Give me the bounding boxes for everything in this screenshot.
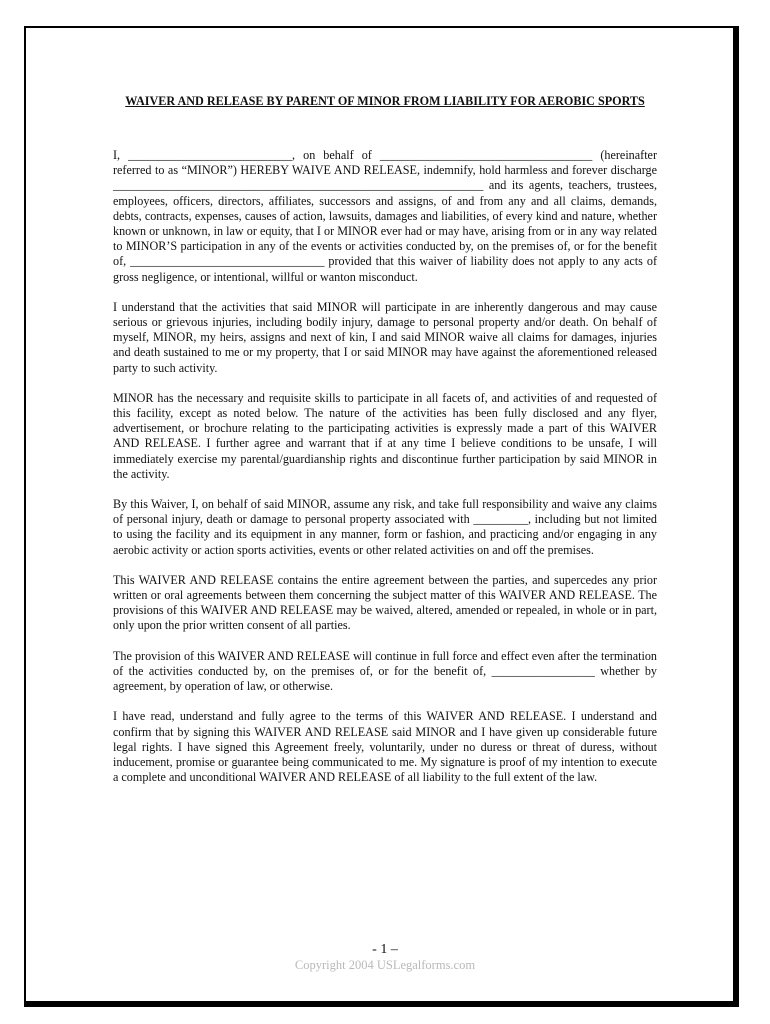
- paragraph-risk-acknowledgement: I understand that the activities that said MINOR will participate in are inherently dangerous and may cause serious or grievous injuries, including bodily injury, damage to personal property and/or death. On behalf of myself, MINOR, my heirs, assigns and next of kin, I and said MINOR waive all claims for damages, injuries and death sustained to me or my property, that I or said MINOR may have against the aforementioned released party to such activity.: [113, 299, 657, 375]
- document-body: [113, 94, 657, 785]
- paragraph-release: I, ___________________________, on behalf of ___________________________________ (hereinafter referred to as “MINOR”) HEREBY WAIVE AND RELEASE, indemnify, hold harmless and forever discharge _____________________________________________________________ and its agents, teachers, trustees, employees, officers, directors, affiliates, successors and assigns, of and from any and all claims, demands, debts, contracts, expenses, causes of action, lawsuits, damages and liabilities, of every kind and nature, whether known or unknown, in law or equity, that I or MINOR ever had or may have, arising from or in any way related to MINOR’S participation in any of the events or activities conducted by, on the premises of, or for the benefit of, ________________________________ provided that this waiver of liability does not apply to any acts of gross negligence, or intentional, willful or wanton misconduct.: [113, 148, 657, 284]
- copyright-notice: Copyright 2004 USLegalforms.com: [294, 958, 476, 972]
- page-number: - 1 –: [372, 942, 398, 957]
- paragraph-entire-agreement: This WAIVER AND RELEASE contains the entire agreement between the parties, and supercedes any prior written or oral agreements between them concerning the subject matter of this WAIVER AND RELEASE. The provisions of this WAIVER AND RELEASE may be waived, altered, amended or repealed, in whole or in part, only upon the prior written consent of all parties.: [113, 572, 657, 633]
- paragraph-acknowledgement: I have read, understand and fully agree to the terms of this WAIVER AND RELEASE. I understand and confirm that by signing this WAIVER AND RELEASE said MINOR and I have given up considerable future legal rights. I have signed this Agreement freely, voluntarily, under no duress or threat of duress, without inducement, promise or guarantee being communicated to me. My signature is proof of my intention to execute a complete and unconditional WAIVER AND RELEASE of all liability to the full extent of the law.: [113, 709, 657, 785]
- document-title: WAIVER AND RELEASE BY PARENT OF MINOR FROM LIABILITY FOR AEROBIC SPORTS: [125, 94, 645, 108]
- paragraph-skills: MINOR has the necessary and requisite skills to participate in all facets of, and activities of and requested of this facility, except as noted below. The nature of the activities has been fully disclosed and any flyer, advertisement, or brochure relating to the participating activities is expressly made a part of this WAIVER AND RELEASE. I further agree and warrant that if at any time I believe conditions to be unsafe, I will immediately exercise my parental/guardianship rights and discontinue further participation by said MINOR in the activity.: [113, 390, 657, 481]
- page-footer: [0, 942, 770, 973]
- paragraph-assumption-of-risk: By this Waiver, I, on behalf of said MINOR, assume any risk, and take full responsibility and waive any claims of personal injury, death or damage to personal property associated with _________, including but not limited to using the facility and its equipment in any manner, form or fashion, and practicing and/or engaging in any aerobic activity or action sports activities, events or other related activities on and off the premises.: [113, 497, 657, 557]
- paragraph-survival: The provision of this WAIVER AND RELEASE will continue in full force and effect even after the termination of the activities conducted by, on the premises of, or for the benefit of, _________________ whether by agreement, by operation of law, or otherwise.: [113, 648, 657, 694]
